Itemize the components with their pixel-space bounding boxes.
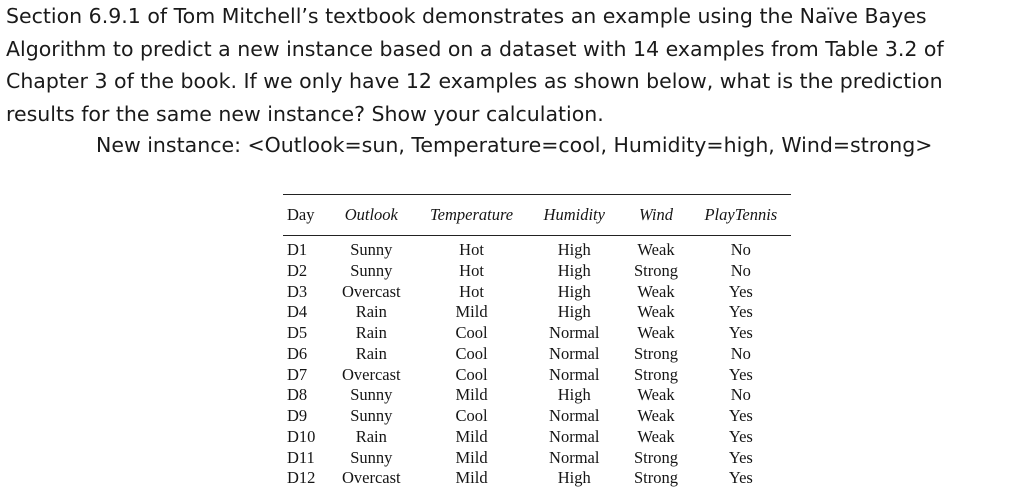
- table-row: [283, 448, 791, 469]
- cell-humidity: Normal: [549, 364, 600, 384]
- cell-wind: Weak: [637, 385, 675, 405]
- cell-temperature: Mild: [455, 447, 488, 467]
- cell-humidity: Normal: [549, 426, 600, 446]
- cell-temperature: Cool: [455, 343, 488, 363]
- cell-humidity: High: [557, 240, 591, 259]
- cell-temperature: Hot: [459, 260, 484, 280]
- cell-outlook: Sunny: [350, 385, 393, 405]
- cell-playtennis: No: [730, 240, 751, 259]
- cell-playtennis: No: [730, 260, 751, 280]
- cell-temperature: Cool: [455, 406, 488, 425]
- cell-playtennis: No: [730, 385, 751, 405]
- cell-outlook: Sunny: [350, 406, 393, 425]
- column-header-wind: Wind: [639, 205, 673, 224]
- cell-humidity: High: [557, 385, 591, 405]
- cell-wind: Strong: [633, 260, 678, 280]
- cell-temperature: Mild: [455, 426, 488, 446]
- table-row: [283, 406, 791, 427]
- cell-wind: Weak: [637, 281, 675, 301]
- cell-outlook: Rain: [355, 426, 387, 446]
- cell-day: D2: [287, 260, 308, 280]
- cell-wind: Weak: [637, 426, 675, 446]
- table-row: [283, 236, 791, 261]
- cell-outlook: Rain: [355, 323, 387, 342]
- cell-outlook: Overcast: [341, 281, 401, 301]
- column-header-humidity: Humidity: [543, 205, 605, 224]
- cell-wind: Strong: [633, 447, 678, 467]
- cell-wind: Strong: [633, 468, 678, 488]
- cell-humidity: High: [557, 281, 591, 301]
- question-line: Algorithm to predict a new instance based on a dataset with 14 examples from Table 3.2 of: [6, 36, 944, 61]
- table-row: [283, 344, 791, 365]
- cell-day: D3: [287, 281, 308, 301]
- cell-outlook: Sunny: [350, 240, 393, 259]
- cell-humidity: Normal: [549, 406, 600, 425]
- cell-day: D8: [287, 385, 308, 405]
- play-tennis-table: [283, 194, 791, 489]
- cell-humidity: Normal: [549, 447, 600, 467]
- cell-day: D12: [287, 468, 316, 488]
- cell-temperature: Cool: [455, 364, 488, 384]
- cell-wind: Weak: [637, 302, 675, 322]
- cell-playtennis: Yes: [728, 323, 753, 342]
- cell-humidity: Normal: [549, 343, 600, 363]
- new-instance-line: New instance: <Outlook=sun, Temperature=cool, Humidity=high, Wind=strong>: [96, 133, 933, 157]
- cell-temperature: Cool: [455, 323, 488, 342]
- cell-humidity: High: [557, 260, 591, 280]
- table-row: [283, 385, 791, 406]
- cell-playtennis: Yes: [728, 426, 753, 446]
- table-row: [283, 261, 791, 282]
- cell-outlook: Rain: [355, 343, 387, 363]
- table-row: [283, 427, 791, 448]
- cell-outlook: Sunny: [350, 447, 393, 467]
- cell-playtennis: Yes: [728, 447, 753, 467]
- cell-playtennis: Yes: [728, 281, 753, 301]
- table-row: [283, 365, 791, 386]
- question-line: Section 6.9.1 of Tom Mitchell’s textbook demonstrates an example using the Naïve Bayes: [6, 4, 927, 28]
- cell-outlook: Overcast: [341, 364, 401, 384]
- cell-temperature: Hot: [459, 281, 484, 301]
- cell-playtennis: Yes: [728, 406, 753, 425]
- cell-humidity: High: [557, 302, 591, 322]
- cell-wind: Weak: [637, 323, 675, 342]
- cell-day: D1: [287, 240, 308, 259]
- cell-temperature: Hot: [459, 240, 484, 259]
- question-line: Chapter 3 of the book. If we only have 12 examples as shown below, what is the prediction: [6, 69, 943, 93]
- column-header-temperature: Temperature: [429, 205, 514, 224]
- column-header-day: Day: [287, 205, 315, 224]
- question-text: [6, 0, 1018, 130]
- cell-day: D9: [287, 406, 308, 425]
- cell-temperature: Mild: [455, 385, 488, 405]
- cell-playtennis: Yes: [728, 364, 753, 384]
- cell-temperature: Mild: [455, 302, 488, 322]
- question-line: results for the same new instance? Show your calculation.: [6, 101, 604, 126]
- table-header-row: [283, 194, 791, 236]
- cell-day: D7: [287, 364, 308, 384]
- column-header-playtennis: PlayTennis: [704, 205, 778, 224]
- cell-playtennis: Yes: [728, 302, 753, 322]
- table-body: [283, 236, 791, 489]
- table-row: [283, 468, 791, 489]
- cell-playtennis: Yes: [728, 468, 753, 488]
- cell-humidity: Normal: [549, 323, 600, 342]
- cell-day: D4: [287, 302, 308, 322]
- column-header-outlook: Outlook: [344, 205, 398, 224]
- cell-wind: Weak: [637, 406, 675, 425]
- cell-wind: Weak: [637, 240, 675, 259]
- cell-day: D10: [287, 426, 316, 446]
- table-row: [283, 282, 791, 303]
- cell-temperature: Mild: [455, 468, 488, 488]
- cell-day: D5: [287, 323, 308, 342]
- cell-day: D6: [287, 343, 308, 363]
- table-row: [283, 323, 791, 344]
- cell-outlook: Rain: [355, 302, 387, 322]
- cell-day: D11: [287, 447, 315, 467]
- cell-wind: Strong: [633, 364, 678, 384]
- cell-outlook: Overcast: [341, 468, 401, 488]
- table-row: [283, 302, 791, 323]
- cell-playtennis: No: [730, 343, 751, 363]
- cell-wind: Strong: [633, 343, 678, 363]
- cell-outlook: Sunny: [350, 260, 393, 280]
- cell-humidity: High: [557, 468, 591, 488]
